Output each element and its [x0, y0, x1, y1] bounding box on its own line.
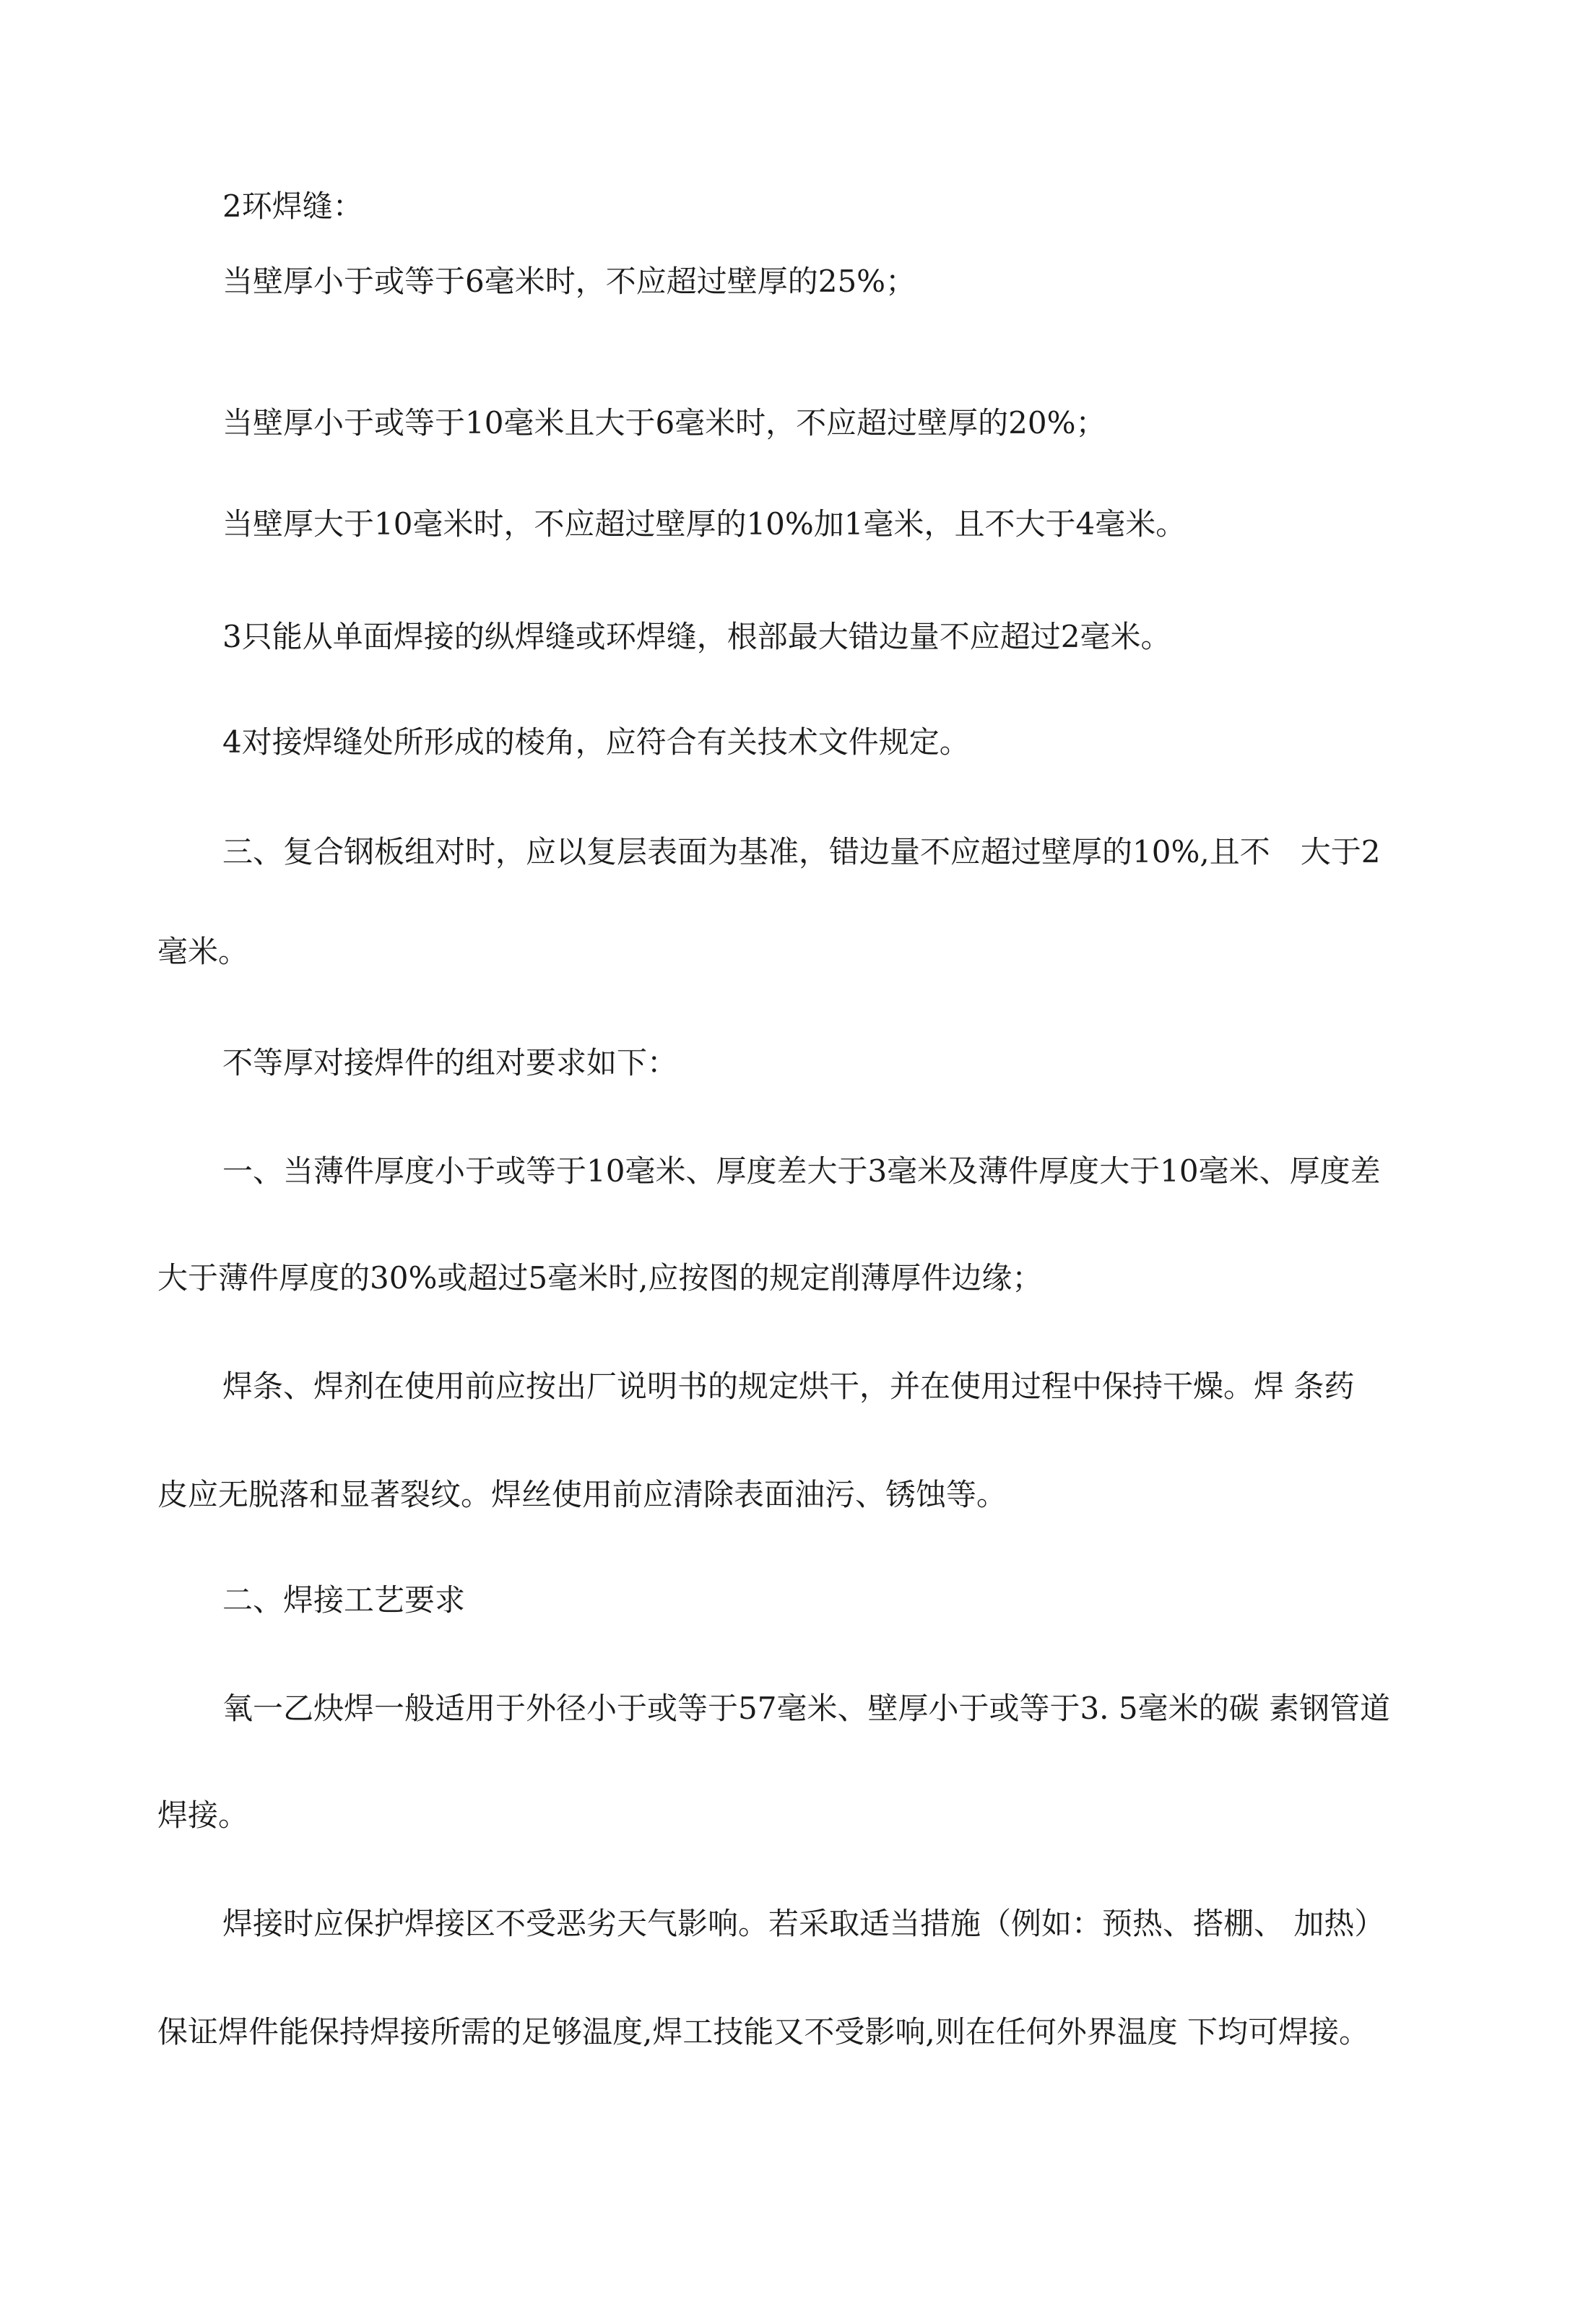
- paragraph-line: 4对接焊缝处所形成的棱角，应符合有关技术文件规定。: [222, 724, 970, 760]
- paragraph-line: 当壁厚小于或等于6毫米时，不应超过壁厚的25%；: [222, 264, 916, 299]
- paragraph-line: 当壁厚大于10毫米时，不应超过壁厚的10%加1毫米，且不大于4毫米。: [222, 506, 1187, 542]
- paragraph-line: 大于薄件厚度的30%或超过5毫米时,应按图的规定削薄厚件边缘；: [157, 1260, 1043, 1296]
- paragraph-line: 焊条、焊剂在使用前应按出厂说明书的规定烘干，并在使用过程中保持干燥。焊 条药: [222, 1369, 1355, 1404]
- section-heading: 二、焊接工艺要求: [222, 1582, 466, 1618]
- paragraph-line: 毫米。: [157, 934, 249, 969]
- paragraph-line: 当壁厚小于或等于10毫米且大于6毫米时，不应超过壁厚的20%；: [222, 405, 1106, 441]
- paragraph-line: 焊接。: [157, 1797, 249, 1833]
- paragraph-line: 一、当薄件厚度小于或等于10毫米、厚度差大于3毫米及薄件厚度大于10毫米、厚度差: [222, 1153, 1381, 1189]
- paragraph-line: 3只能从单面焊接的纵焊缝或环焊缝，根部最大错边量不应超过2毫米。: [222, 619, 1171, 654]
- paragraph-line: 不等厚对接焊件的组对要求如下：: [222, 1045, 678, 1080]
- paragraph-line: 氧一乙炔焊一般适用于外径小于或等于57毫米、壁厚小于或等于3. 5毫米的碳 素钢管道: [222, 1691, 1390, 1726]
- paragraph-line: 焊接时应保护焊接区不受恶劣天气影响。若采取适当措施（例如：预热、搭棚、 加热）: [222, 1906, 1385, 1941]
- paragraph-line: 皮应无脱落和显著裂纹。焊丝使用前应清除表面油污、锈蚀等。: [157, 1477, 1007, 1512]
- paragraph-line: 保证焊件能保持焊接所需的足够温度,焊工技能又不受影响,则在任何外界温度 下均可焊接。: [157, 2014, 1370, 2050]
- paragraph-line: 三、复合钢板组对时，应以复层表面为基准，错边量不应超过壁厚的10%,且不 大于2: [222, 834, 1381, 869]
- paragraph-line: 2环焊缝：: [222, 188, 363, 224]
